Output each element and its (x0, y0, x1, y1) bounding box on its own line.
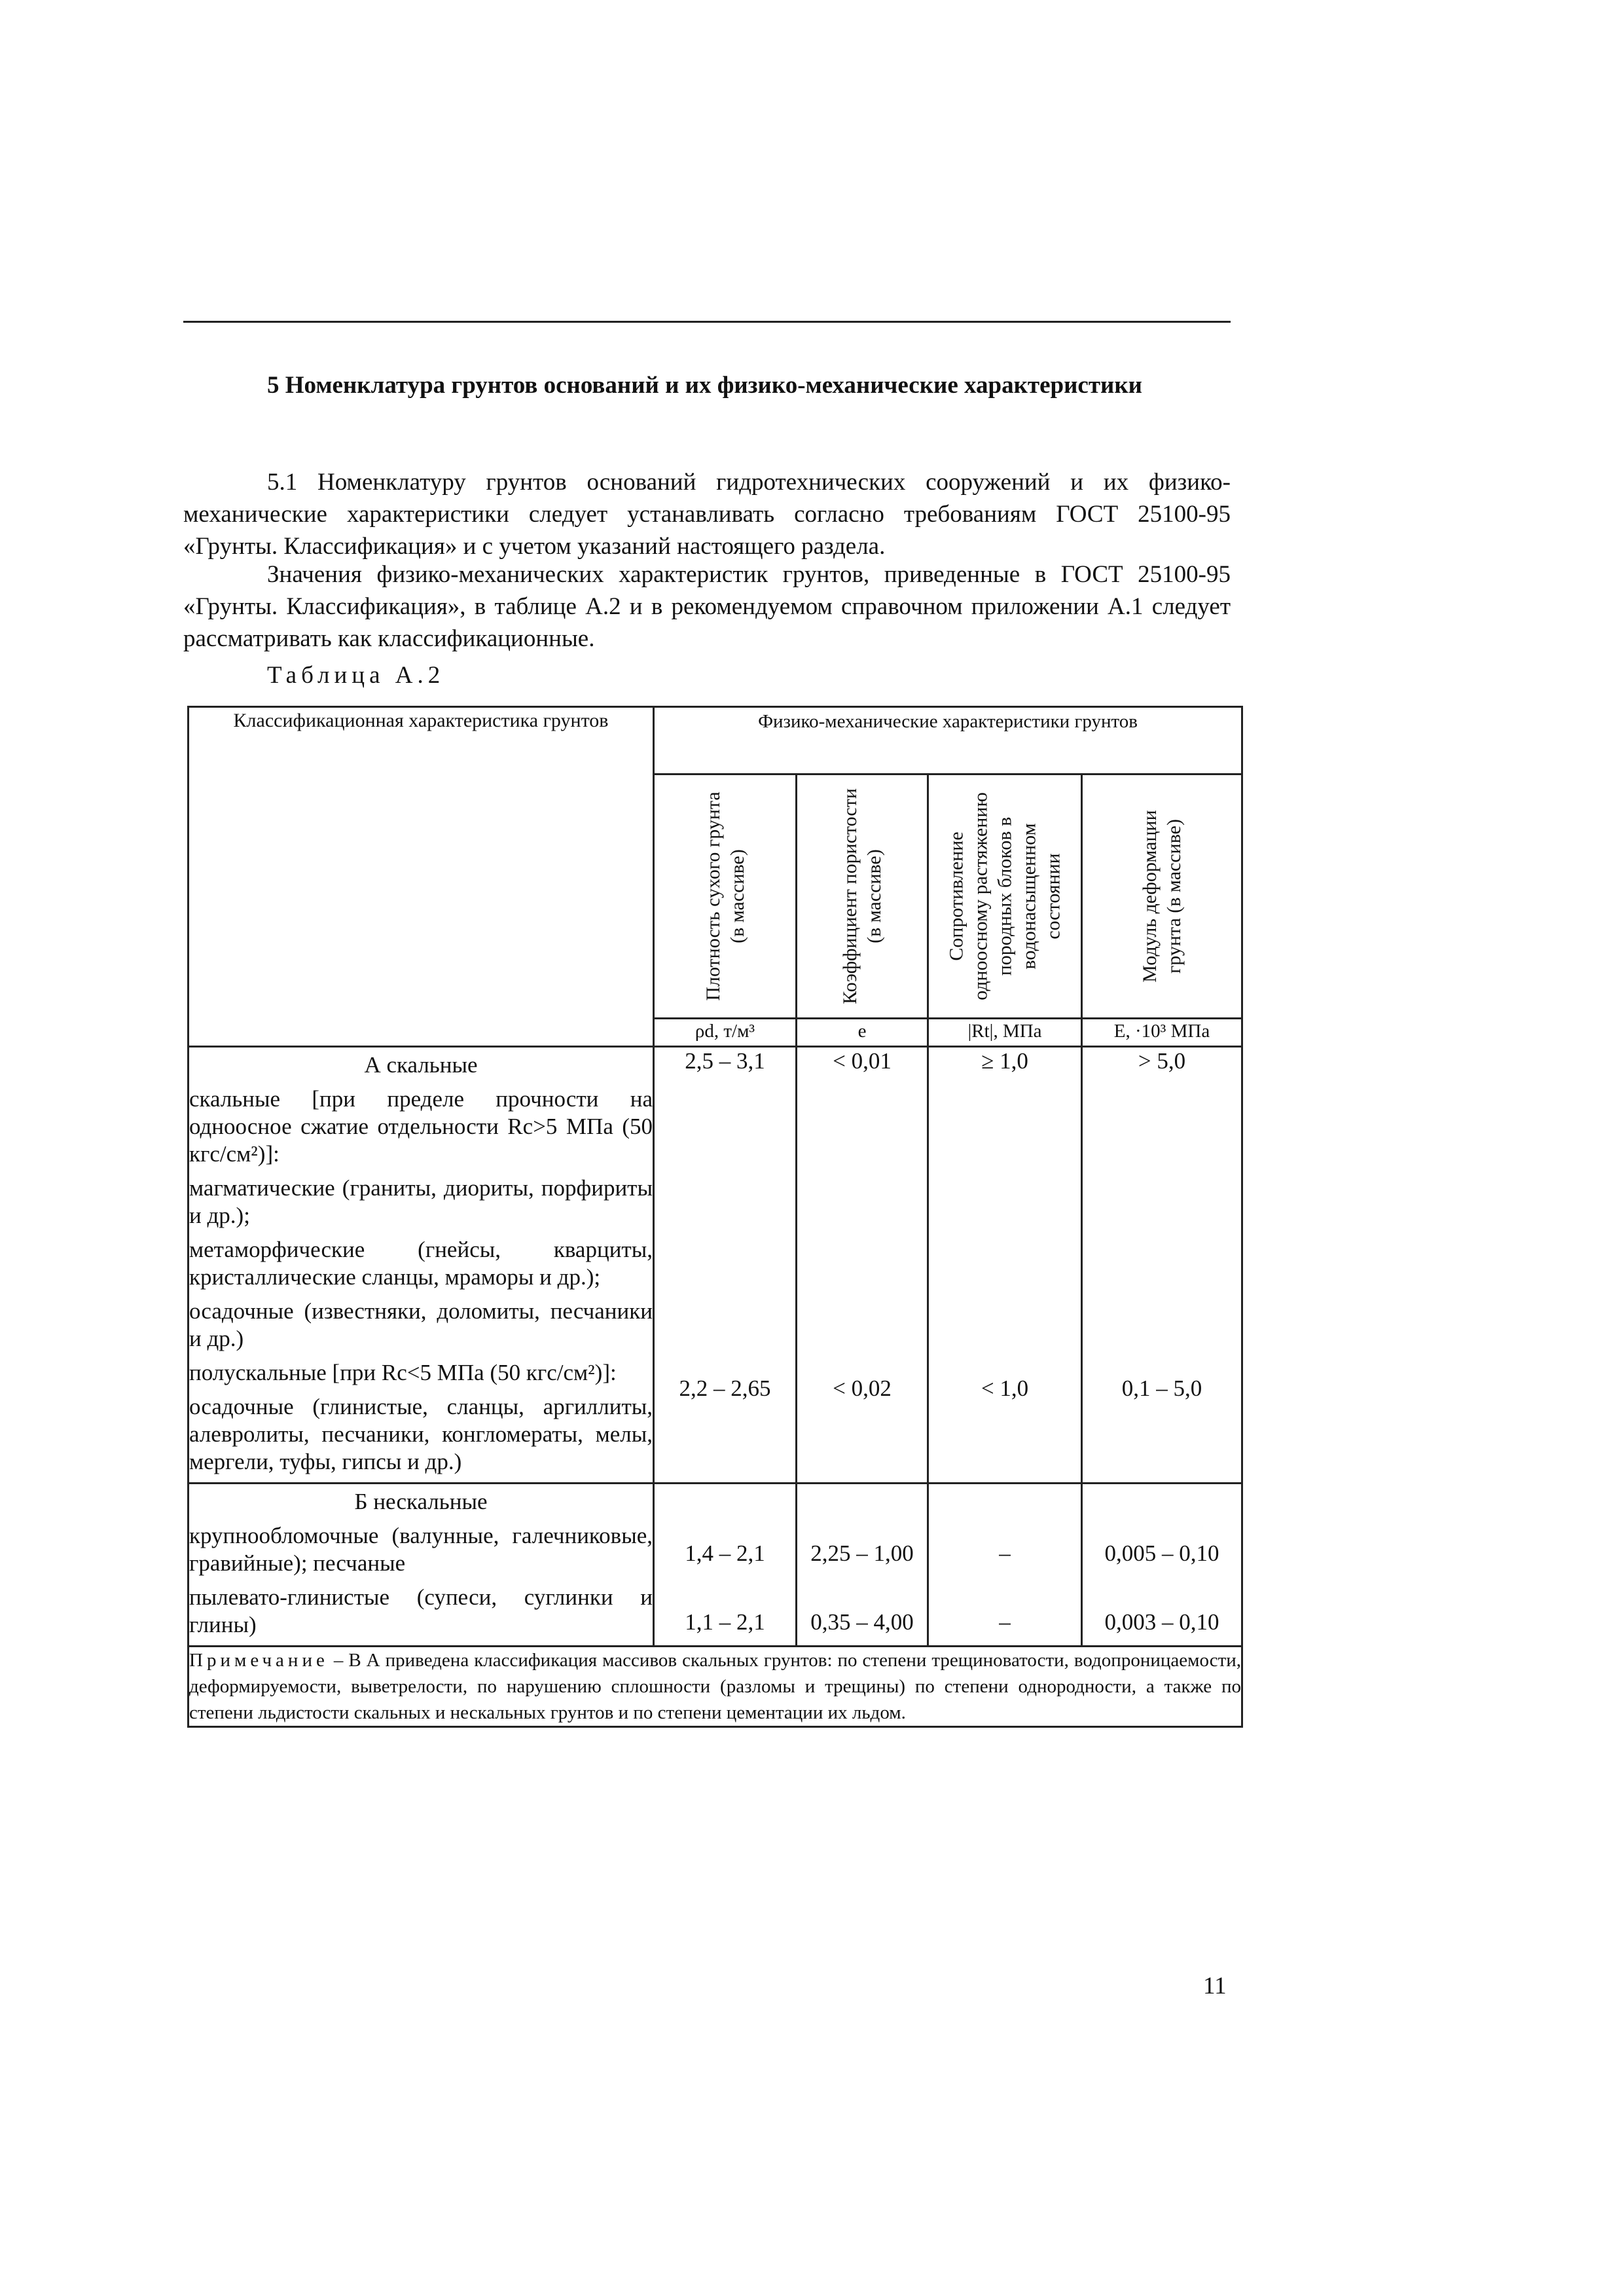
modulus-cell-a (1082, 1047, 1242, 1484)
tensile-cell-a (928, 1047, 1082, 1484)
list-item: метаморфические (гнейсы, кварциты, кристаллические сланцы, мраморы и др.); (189, 1237, 653, 1290)
value: 0,35 – 4,00 (810, 1609, 914, 1635)
paragraph-5-1: 5.1 Номенклатуру грунтов оснований гидротехнических сооружений и их физико-механические характеристики следует устанавливать согласно требованиям ГОСТ 25100-95 «Грунты. Классификация» и с учетом указаний настоящего раздела. (183, 469, 1231, 560)
col-modulus-header: Модуль деформации грунта (в массиве) (1082, 774, 1242, 1019)
tensile-cell-b (928, 1484, 1082, 1647)
table-caption: Таблица А.2 (267, 662, 445, 689)
table-note (189, 1647, 1242, 1727)
density-cell-b (654, 1484, 797, 1647)
value: 0,003 – 0,10 (1104, 1609, 1219, 1635)
section-heading: 5 Номенклатура грунтов оснований и их физико-механические характеристики (267, 372, 1142, 399)
col-density-header: Плотность сухого грунта (в массиве) (654, 774, 797, 1019)
note-label: Примечание (189, 1650, 329, 1671)
soil-characteristics-table (187, 706, 1243, 1728)
group-header: Физико-механические характеристики грунтов (654, 707, 1242, 774)
group-a-label-cell (189, 1047, 654, 1484)
note-text: – В А приведена классификация массивов скальных грунтов: по степени трещиноватости, водопроницаемости, деформируемости, выветрелости, по нарушению сплошности (разломы и трещины) по степени однородности, а также по степени льдистости скальных и нескальных грунтов и по степени цементации их льдом. (189, 1650, 1242, 1723)
list-item: скальные [при пределе прочности на одноосное сжатие отдельности Rc>5 МПа (50 кгс/см²)]: (189, 1086, 653, 1167)
porosity-cell-b (797, 1484, 928, 1647)
value: 0,1 – 5,0 (1121, 1376, 1202, 1401)
value: > 5,0 (1138, 1048, 1186, 1074)
list-item: осадочные (известняки, доломиты, песчаники и др.) (189, 1298, 653, 1351)
col-modulus-unit: E, ·10³ МПа (1082, 1019, 1242, 1047)
value: 2,5 – 3,1 (685, 1048, 765, 1074)
col-density-unit: ρd, т/м³ (654, 1019, 797, 1047)
col-porosity-header: Коэффициент пористости (в массиве) (797, 774, 928, 1019)
col-porosity-unit: e (797, 1019, 928, 1047)
group-b-label-cell (189, 1484, 654, 1647)
value: – (999, 1540, 1011, 1566)
list-item: полускальные [при Rc<5 МПа (50 кгс/см²)]: (189, 1360, 617, 1385)
list-item: осадочные (глинистые, сланцы, аргиллиты, алевролиты, песчаники, конгломераты, мелы, мергели, туфы, гипсы и др.) (189, 1394, 653, 1474)
group-b-row (189, 1484, 1242, 1647)
value: 1,4 – 2,1 (685, 1540, 765, 1566)
value: < 0,01 (833, 1048, 892, 1074)
density-cell-a (654, 1047, 797, 1484)
top-rule (183, 321, 1231, 323)
value: ≥ 1,0 (981, 1048, 1028, 1074)
list-item: пылевато-глинистые (супеси, суглинки и глины) (189, 1584, 653, 1637)
list-item: крупнообломочные (валунные, галечниковые, гравийные); песчаные (189, 1523, 653, 1576)
value: 2,2 – 2,65 (679, 1376, 771, 1401)
list-item: магматические (граниты, диориты, порфириты и др.); (189, 1175, 653, 1228)
note-row (189, 1647, 1242, 1727)
paragraph-values: Значения физико-механических характеристик грунтов, приведенные в ГОСТ 25100-95 «Грунты. Классификация», в таблице А.2 и в рекомендуемом справочном приложении А.1 следует рассматривать как классификационные. (183, 561, 1231, 652)
group-a-row (189, 1047, 1242, 1484)
value: < 1,0 (981, 1376, 1029, 1401)
page-number: 11 (1203, 1973, 1227, 1999)
col-tensile-header: Сопротивление одноосному растяжению породных блоков в водонасыщенном состоянии (928, 774, 1082, 1019)
group-b-title: Б нескальные (354, 1489, 488, 1514)
group-a-title: А скальные (364, 1052, 478, 1078)
modulus-cell-b (1082, 1484, 1242, 1647)
value: 0,005 – 0,10 (1104, 1540, 1219, 1566)
classification-header: Классификационная характеристика грунтов (189, 707, 654, 1047)
value: – (999, 1609, 1011, 1635)
value: 1,1 – 2,1 (685, 1609, 765, 1635)
value: 2,25 – 1,00 (810, 1540, 914, 1566)
col-tensile-unit: |Rt|, МПа (928, 1019, 1082, 1047)
value: < 0,02 (833, 1376, 892, 1401)
porosity-cell-a (797, 1047, 928, 1484)
